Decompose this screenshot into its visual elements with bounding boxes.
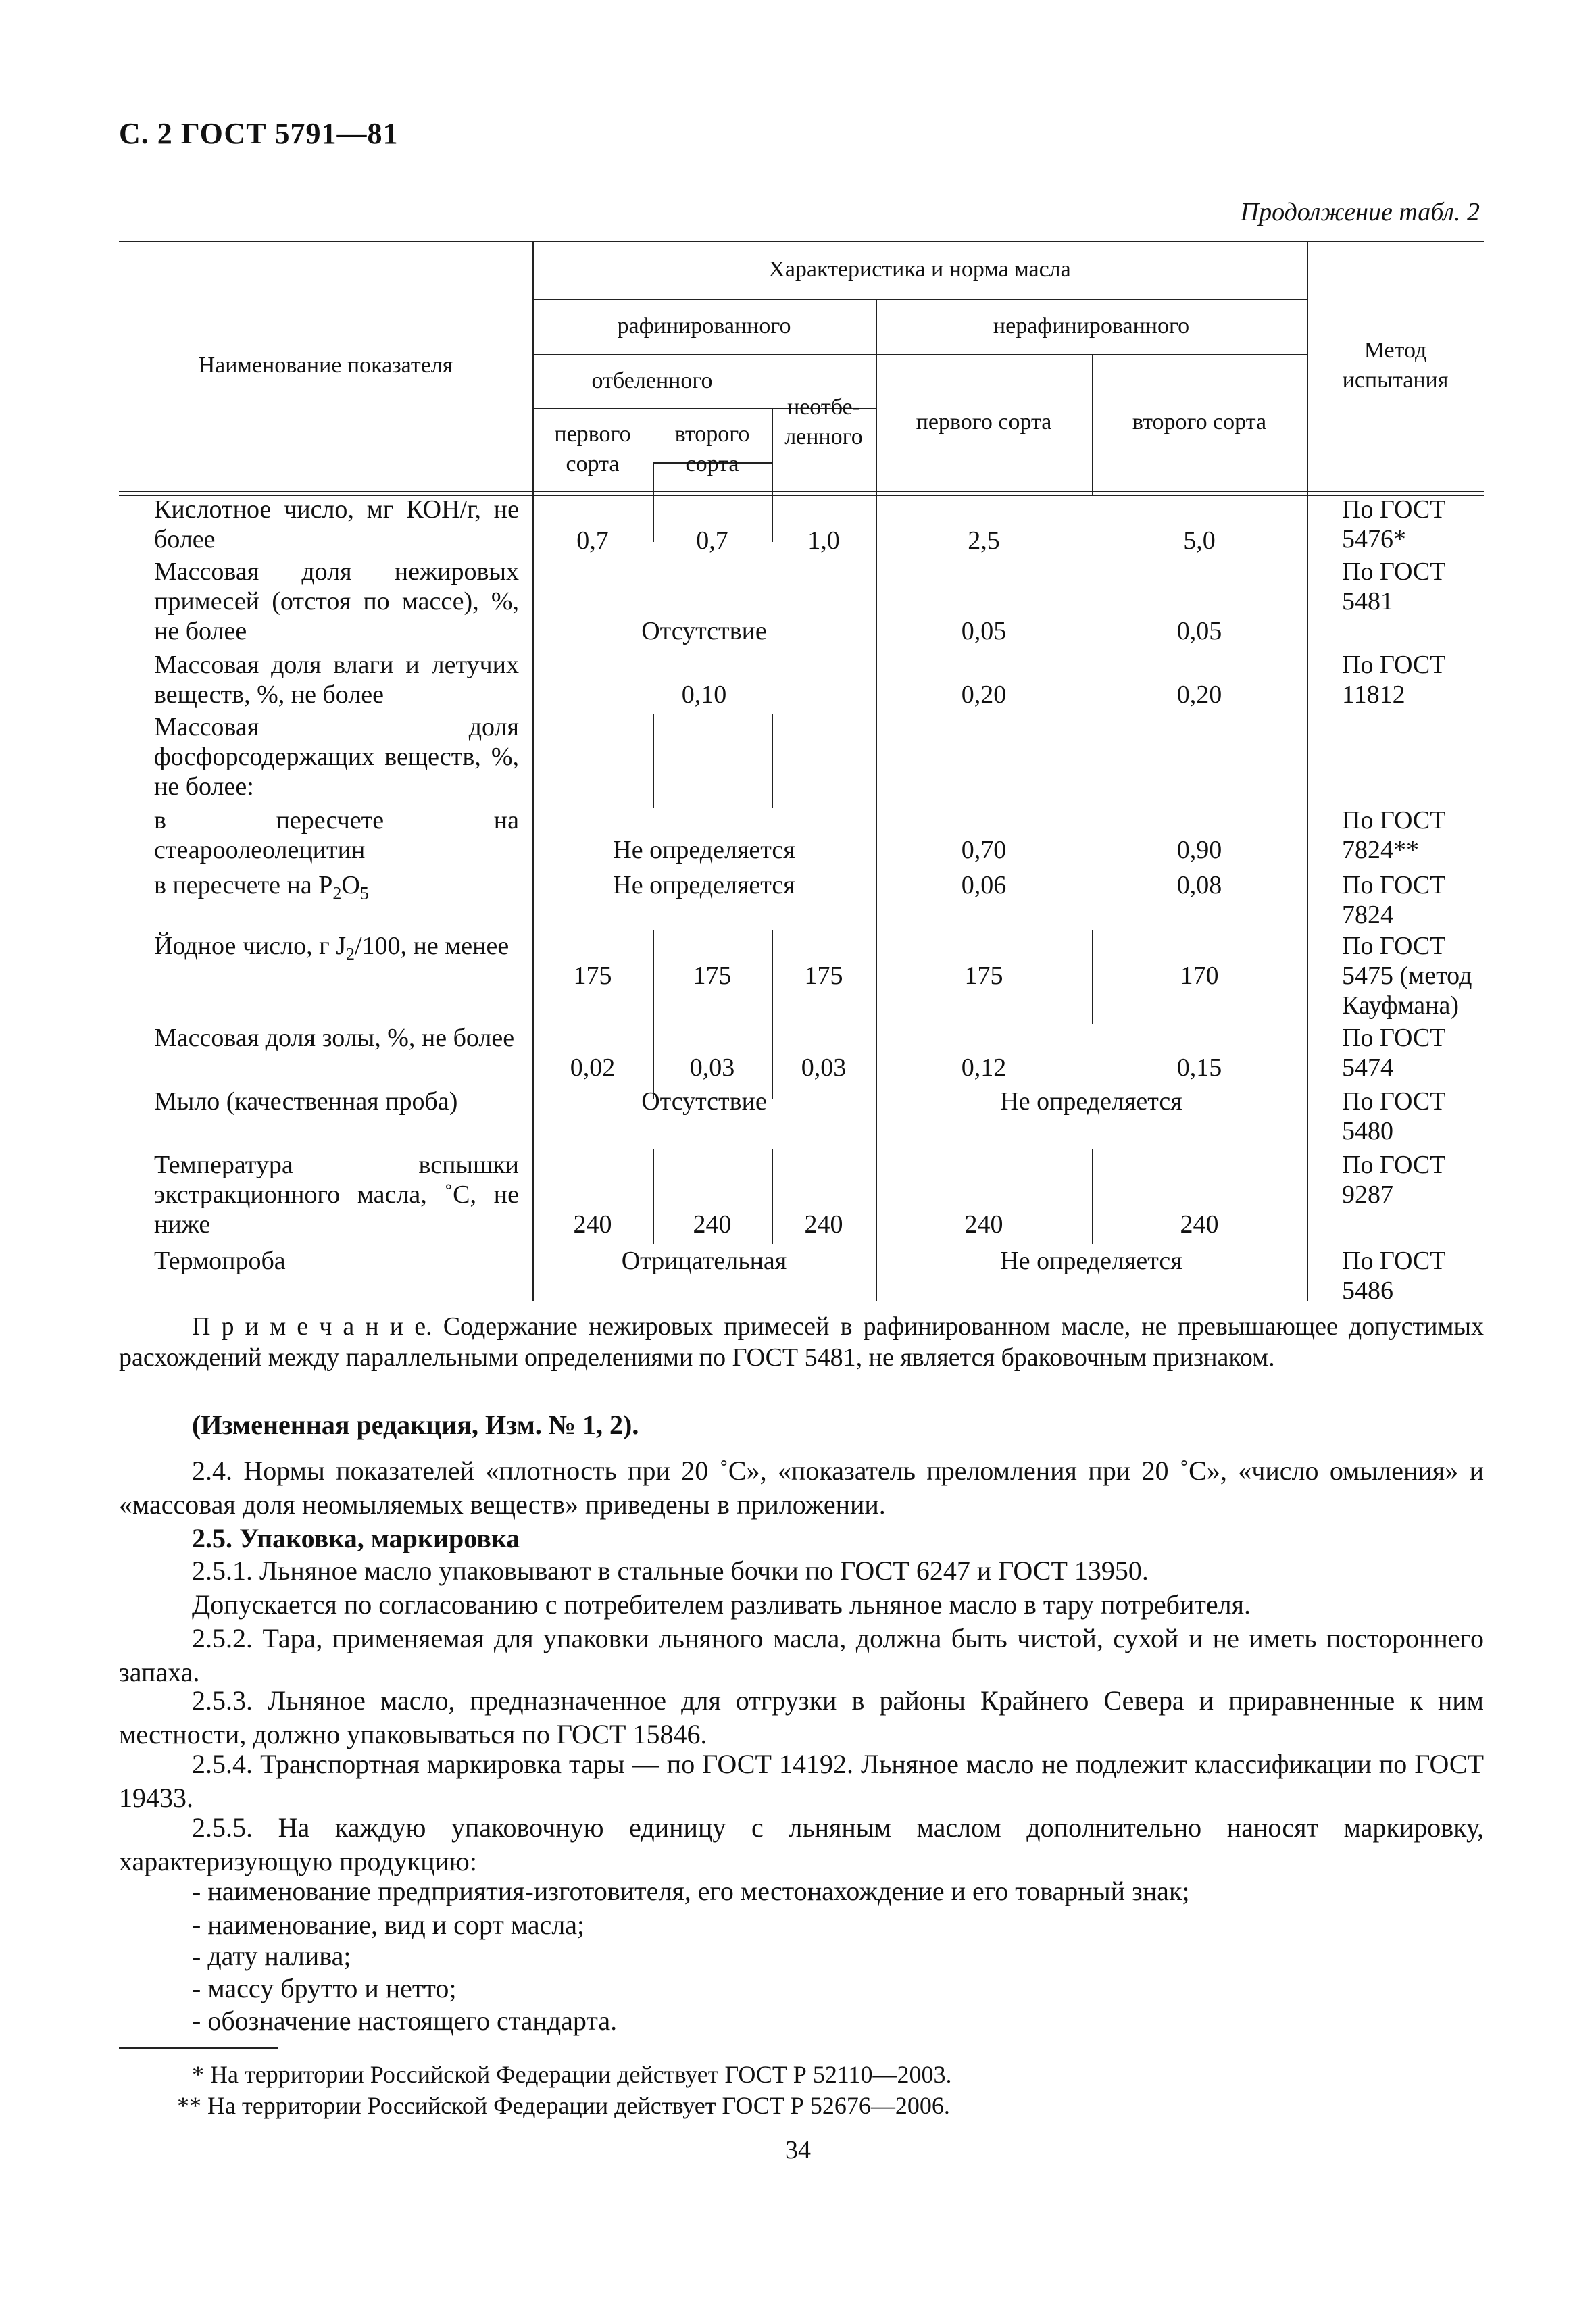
header-first-grade-unrefined: первого сорта xyxy=(916,409,1052,434)
header-second-grade-refined: второго сорта xyxy=(674,422,750,476)
cell-method: По ГОСТ 5481 xyxy=(1342,557,1446,616)
row-acid-number-name: Кислотное число, мг КОН/г, не более xyxy=(154,495,519,553)
paragraph-2-4: 2.4. Нормы показателей «плотность при 20 ˚С», «показатель преломления при 20 ˚С», «число омыления» и «массовая доля неомыляемых веществ» приведены в приложении. xyxy=(119,1455,1484,1520)
cell-method: По ГОСТ 11812 xyxy=(1342,651,1446,709)
list-item: - наименование, вид и сорт масла; xyxy=(192,1910,585,1940)
section-heading-2-5: 2.5. Упаковка, маркировка xyxy=(192,1523,520,1553)
header-refined: рафинированного xyxy=(617,314,791,339)
cell-value: 0,02 xyxy=(570,1053,616,1082)
header-name-column: Наименование показателя xyxy=(198,353,453,378)
cell-value: 175 xyxy=(964,962,1003,990)
cell-value: 0,12 xyxy=(961,1053,1007,1082)
cell-value: 1,0 xyxy=(807,526,840,555)
cell-value: 240 xyxy=(964,1210,1003,1239)
footnote-rule xyxy=(119,2047,278,2049)
page-header: С. 2 ГОСТ 5791—81 xyxy=(119,117,399,150)
row-iodine-name: Йодное число, г $J_2/100$, не менее xyxy=(154,932,509,964)
cell-value: Не определяется xyxy=(1000,1247,1182,1275)
row-ash-name: Массовая доля золы, %, не более xyxy=(154,1024,515,1052)
cell-value: 2,5 xyxy=(968,526,1000,555)
cell-value: 0,05 xyxy=(1176,617,1222,645)
cell-method: По ГОСТ 5480 xyxy=(1342,1087,1446,1145)
cell-value: 240 xyxy=(804,1210,843,1239)
row-moisture-name: Массовая доля влаги и летучих веществ, %, не более xyxy=(154,651,519,709)
header-method: Метод испытания xyxy=(1342,338,1449,393)
paragraph-2-5-4: 2.5.4. Транспортная маркировка тары — по ГОСТ 14192. Льняное масло не подлежит классификации по ГОСТ 19433. xyxy=(119,1749,1484,1813)
cell-value: 175 xyxy=(804,962,843,990)
table-continuation-label: Продолжение табл. 2 xyxy=(1240,198,1480,226)
cell-value: 0,06 xyxy=(961,871,1007,899)
cell-value: 240 xyxy=(573,1210,612,1239)
list-item: - массу брутто и нетто; xyxy=(192,1973,457,2003)
cell-value: 0,20 xyxy=(1176,680,1222,709)
cell-method: По ГОСТ 5486 xyxy=(1342,1247,1446,1305)
cell-value: Не определяется xyxy=(613,836,795,864)
paragraph-2-5-2: 2.5.2. Тара, применяемая для упаковки льняного масла, должна быть чистой, сухой и не иметь постороннего запаха. xyxy=(119,1623,1484,1687)
cell-value: Отсутствие xyxy=(641,1087,767,1116)
row-p2o5-name: в пересчете на $P_2O_5$ xyxy=(154,871,369,903)
cell-value: 0,20 xyxy=(961,680,1007,709)
row-thermal-test-name: Термопроба xyxy=(154,1247,286,1275)
cell-value: 175 xyxy=(693,962,732,990)
indicators-table xyxy=(119,241,1484,1305)
cell-value: 0,03 xyxy=(689,1053,735,1082)
row-stearooleolecithin-name: в пересчете на стеароолеолецитин xyxy=(154,806,519,864)
cell-value: Не определяется xyxy=(613,871,795,899)
cell-value: Отрицательная xyxy=(621,1247,787,1275)
paragraph-2-5-1b: Допускается по согласованию с потребителем разливать льняное масло в тару потребителя. xyxy=(192,1589,1251,1620)
cell-value: 0,03 xyxy=(801,1053,847,1082)
cell-value: 175 xyxy=(573,962,612,990)
cell-method: По ГОСТ 5475 (метод Кауфмана) xyxy=(1342,932,1472,1020)
list-item: - дату налива; xyxy=(192,1941,351,1971)
cell-value: 5,0 xyxy=(1183,526,1216,555)
cell-value: 0,7 xyxy=(696,526,728,555)
header-unrefined: нерафинированного xyxy=(993,314,1190,339)
header-bleached: отбеленного xyxy=(591,368,713,393)
header-characteristic: Характеристика и норма масла xyxy=(768,257,1071,282)
header-first-grade-refined: первого сорта xyxy=(554,422,631,476)
list-item: - наименование предприятия-изготовителя, его местонахождение и его товарный знак; xyxy=(192,1876,1190,1906)
cell-method: По ГОСТ 9287 xyxy=(1342,1151,1446,1209)
cell-method: По ГОСТ 5474 xyxy=(1342,1024,1446,1082)
footnote-1: * На территории Российской Федерации действует ГОСТ Р 52110—2003. xyxy=(192,2061,952,2088)
revision-note: (Измененная редакция, Изм. № 1, 2). xyxy=(192,1410,639,1440)
cell-method: По ГОСТ 7824 xyxy=(1342,871,1446,929)
cell-value: 0,90 xyxy=(1176,836,1222,864)
row-impurities-name: Массовая доля нежировых примесей (отстоя по массе), %, не более xyxy=(154,557,519,645)
cell-value: 0,7 xyxy=(576,526,609,555)
paragraph-2-5-3: 2.5.3. Льняное масло, предназначенное для отгрузки в районы Крайнего Севера и приравненные к ним местности, должно упаковываться по ГОСТ 15846. xyxy=(119,1685,1484,1749)
paragraph-2-5-5: 2.5.5. На каждую упаковочную единицу с льняным маслом дополнительно наносят маркировку, характеризующую продукцию: xyxy=(119,1812,1484,1876)
cell-method: По ГОСТ 5476* xyxy=(1342,495,1446,553)
cell-value: 240 xyxy=(693,1210,732,1239)
cell-value: 170 xyxy=(1180,962,1219,990)
row-phosphorus-name: Массовая доля фосфорсодержащих веществ, %, не более: xyxy=(154,713,519,801)
cell-value: 0,70 xyxy=(961,836,1007,864)
row-flash-point-name: Температура вспышки экстракционного масла, ˚С, не ниже xyxy=(154,1151,519,1239)
header-second-grade-unrefined: второго сорта xyxy=(1132,409,1267,434)
cell-value: Не определяется xyxy=(1000,1087,1182,1116)
header-unbleached: неотбе- ленного xyxy=(784,395,863,449)
table-note: П р и м е ч а н и е. Содержание нежировых примесей в рафинированном масле, не превышающее допустимых расхождений между параллельными определениями по ГОСТ 5481, не является браковочным признаком. xyxy=(119,1312,1484,1372)
row-soap-name: Мыло (качественная проба) xyxy=(154,1087,458,1116)
cell-value: 240 xyxy=(1180,1210,1219,1239)
cell-value: Отсутствие xyxy=(641,617,767,645)
cell-value: 0,10 xyxy=(681,680,727,709)
page-number: 34 xyxy=(785,2136,811,2164)
cell-value: 0,15 xyxy=(1176,1053,1222,1082)
footnote-2: ** На территории Российской Федерации действует ГОСТ Р 52676—2006. xyxy=(177,2092,950,2119)
cell-value: 0,08 xyxy=(1176,871,1222,899)
cell-value: 0,05 xyxy=(961,617,1007,645)
list-item: - обозначение настоящего стандарта. xyxy=(192,2006,618,2036)
cell-method: По ГОСТ 7824** xyxy=(1342,806,1446,864)
paragraph-2-5-1: 2.5.1. Льняное масло упаковывают в стальные бочки по ГОСТ 6247 и ГОСТ 13950. xyxy=(192,1555,1149,1586)
